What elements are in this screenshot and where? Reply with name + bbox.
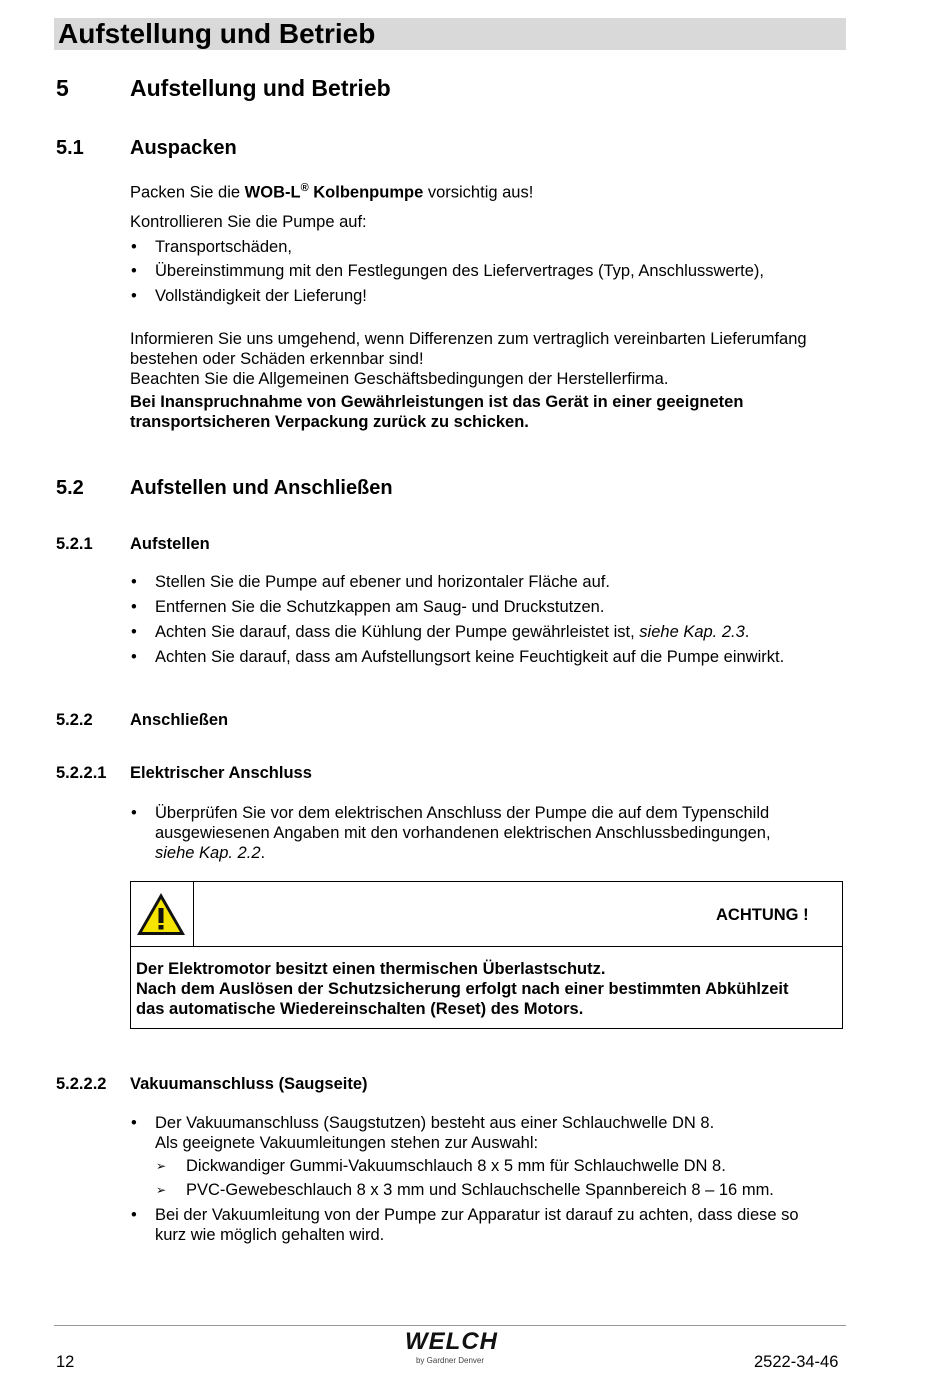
warning-text: das automatische Wiedereinschalten (Reset) des Motors. [136, 1000, 584, 1018]
subsection-title: Aufstellen und Anschließen [130, 477, 393, 499]
paragraph-unpack [130, 178, 533, 203]
list-item: • Der Vakuumanschluss (Saugstutzen) besteht aus einer Schlauchwelle DN 8. [131, 1114, 715, 1132]
footer-divider [54, 1325, 846, 1326]
list-item: • Achten Sie darauf, dass am Aufstellungsort keine Feuchtigkeit auf die Pumpe einwirkt. [131, 648, 785, 666]
list-item: • Stellen Sie die Pumpe auf ebener und horizontaler Fläche auf. [131, 573, 610, 591]
list-item: • Vollständigkeit der Lieferung! [131, 287, 367, 305]
subsubsection-number: 5.2.2 [56, 711, 93, 729]
warning-triangle-icon [135, 891, 187, 937]
warranty-note: transportsicheren Verpackung zurück zu schicken. [130, 413, 529, 431]
list-item: • Überprüfen Sie vor dem elektrischen Anschluss der Pumpe die auf dem Typenschild [131, 804, 770, 822]
warning-divider [130, 946, 843, 947]
subsubsection-title: Aufstellen [130, 535, 210, 553]
subsubsection-title: Anschließen [130, 711, 229, 729]
text: Packen Sie die [130, 183, 245, 202]
running-header-title: Aufstellung und Betrieb [58, 18, 376, 49]
subsubsection-number: 5.2.2.2 [56, 1075, 107, 1093]
section-number: 5 [56, 75, 69, 101]
subsection-number: 5.2 [56, 477, 84, 499]
list-item-continued: ausgewiesenen Angaben mit den vorhandenen elektrischen Anschlussbedingungen, [155, 824, 771, 842]
section-title: Aufstellung und Betrieb [130, 75, 391, 101]
welch-logo [405, 1328, 498, 1365]
logo-subtitle: by Gardner Denver [415, 1356, 485, 1365]
list-item-continued: kurz wie möglich gehalten wird. [155, 1226, 385, 1244]
list-item: • Übereinstimmung mit den Festlegungen des Liefervertrages (Typ, Anschlusswerte), [131, 262, 764, 280]
list-item: • Bei der Vakuumleitung von der Pumpe zur Apparatur ist darauf zu achten, dass diese so [131, 1206, 799, 1224]
page-number: 12 [56, 1353, 75, 1371]
check-intro: Kontrollieren Sie die Pumpe auf: [130, 213, 367, 231]
subsubsection-title: Elektrischer Anschluss [130, 764, 312, 782]
cross-reference: siehe Kap. 2.3 [639, 623, 745, 641]
subsection-number: 5.1 [56, 137, 84, 159]
list-item: • Transportschäden, [131, 238, 292, 256]
list-item-continued: siehe Kap. 2.2. [155, 844, 266, 862]
subsubsection-number: 5.2.2.1 [56, 764, 107, 782]
subsubsection-number: 5.2.1 [56, 535, 93, 553]
list-item: • Achten Sie darauf, dass die Kühlung der Pumpe gewährleistet ist, siehe Kap. 2.3. [131, 623, 750, 641]
info-line: Beachten Sie die Allgemeinen Geschäftsbedingungen der Herstellerfirma. [130, 370, 669, 388]
cross-reference: siehe Kap. 2.2 [155, 844, 261, 862]
list-item: • Entfernen Sie die Schutzkappen am Saug- und Druckstutzen. [131, 598, 605, 616]
document-number: 2522-34-46 [754, 1353, 839, 1371]
subsection-title: Auspacken [130, 137, 237, 159]
warning-text: Nach dem Auslösen der Schutzsicherung erfolgt nach einer bestimmten Abkühlzeit [136, 980, 789, 998]
text: vorsichtig aus! [423, 183, 534, 202]
warning-text: Der Elektromotor besitzt einen thermischen Überlastschutz. [136, 960, 606, 978]
arrow-bullet-icon: ➢ [156, 1159, 167, 1173]
sub-list-item: ➢ Dickwandiger Gummi-Vakuumschlauch 8 x 5 mm für Schlauchwelle DN 8. [156, 1157, 726, 1175]
product-name-suffix: Kolbenpumpe [308, 183, 424, 202]
list-item-continued: Als geeignete Vakuumleitungen stehen zur Auswahl: [155, 1134, 539, 1152]
subsubsection-title: Vakuumanschluss (Saugseite) [130, 1075, 368, 1093]
warranty-note: Bei Inanspruchnahme von Gewährleistungen ist das Gerät in einer geeigneten [130, 393, 744, 411]
info-line: Informieren Sie uns umgehend, wenn Differenzen zum vertraglich vereinbarten Lieferumfang [130, 330, 807, 348]
warning-divider [193, 881, 194, 947]
sub-list-item: ➢ PVC-Gewebeschlauch 8 x 3 mm und Schlauchschelle Spannbereich 8 – 16 mm. [156, 1181, 774, 1199]
arrow-bullet-icon: ➢ [156, 1183, 167, 1197]
logo-wordmark: WELCH [405, 1328, 498, 1355]
info-line: bestehen oder Schäden erkennbar sind! [130, 350, 424, 368]
product-name: WOB-L [244, 183, 301, 202]
warning-heading: ACHTUNG ! [716, 906, 809, 924]
registered-mark: ® [300, 182, 309, 194]
